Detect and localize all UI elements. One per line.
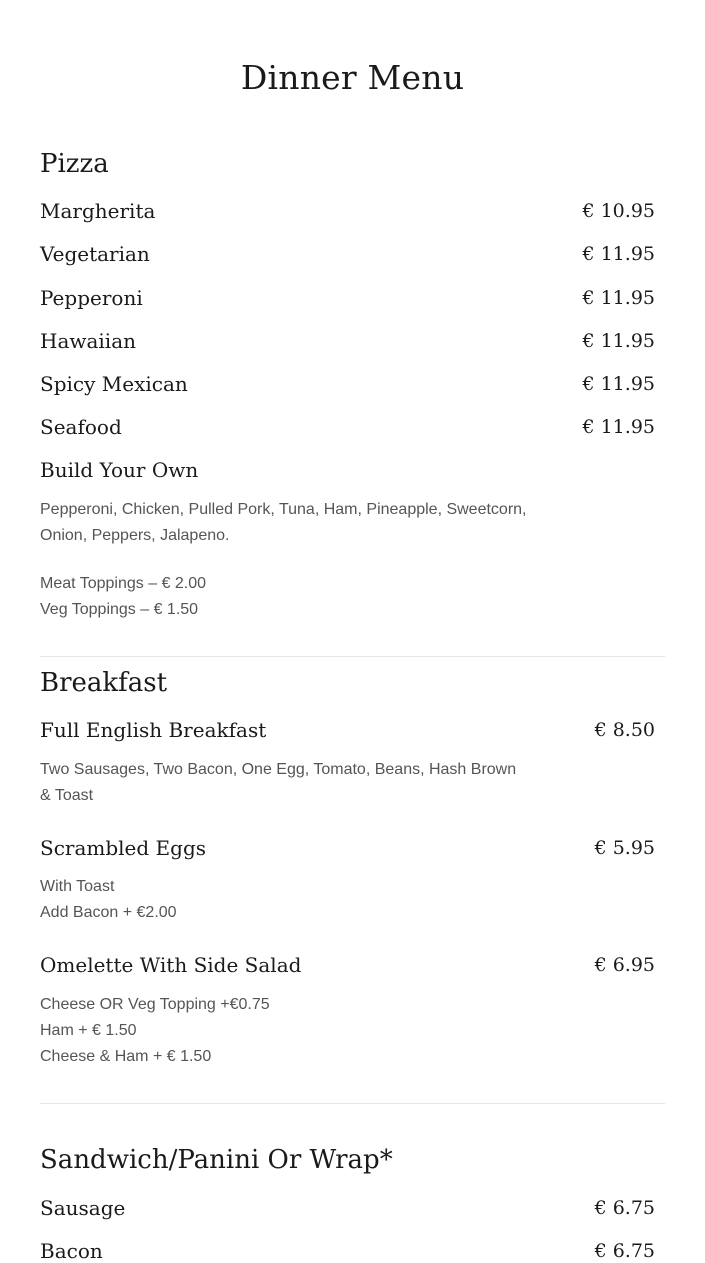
menu-item-description	[40, 874, 570, 926]
description-line: Add Bacon + €2.00	[40, 904, 177, 921]
section-divider	[40, 656, 665, 657]
toppings-prices	[40, 571, 570, 623]
menu-item-price: € 6.75	[594, 1197, 655, 1219]
section-title-breakfast: Breakfast	[40, 668, 168, 698]
description-line: Cheese OR Veg Topping +€0.75	[40, 996, 270, 1013]
menu-item-name: Full English Breakfast	[40, 718, 267, 742]
menu-item-name: Vegetarian	[40, 242, 150, 266]
section-title-pizza: Pizza	[40, 149, 109, 179]
menu-item-name: Sausage	[40, 1196, 126, 1220]
build-your-own-name: Build Your Own	[40, 458, 199, 482]
section-divider	[40, 1103, 665, 1104]
description-line: Two Sausages, Two Bacon, One Egg, Tomato, Beans, Hash Brown	[40, 761, 517, 778]
menu-item-name: Bacon	[40, 1239, 103, 1263]
menu-item-name: Hawaiian	[40, 329, 137, 353]
menu-item-description	[40, 757, 570, 809]
menu-item-description	[40, 992, 570, 1070]
menu-item-price: € 5.95	[594, 837, 655, 859]
toppings-line: Onion, Peppers, Jalapeno.	[40, 527, 230, 544]
veg-toppings-price: Veg Toppings – € 1.50	[40, 601, 199, 618]
menu-item-price: € 10.95	[582, 200, 655, 222]
toppings-line: Pepperoni, Chicken, Pulled Pork, Tuna, Ham, Pineapple, Sweetcorn,	[40, 501, 527, 518]
menu-item-name: Omelette With Side Salad	[40, 953, 302, 977]
menu-item-price: € 11.95	[582, 243, 655, 265]
menu-item-price: € 6.75	[594, 1240, 655, 1262]
page-title: Dinner Menu	[240, 58, 465, 98]
toppings-list	[40, 497, 570, 549]
description-line: Ham + € 1.50	[40, 1022, 137, 1039]
menu-item-price: € 8.50	[594, 719, 655, 741]
meat-toppings-price: Meat Toppings – € 2.00	[40, 575, 207, 592]
menu-item-name: Scrambled Eggs	[40, 836, 207, 860]
menu-item-price: € 6.95	[594, 954, 655, 976]
menu-item-price: € 11.95	[582, 330, 655, 352]
menu-item-name: Pepperoni	[40, 286, 143, 310]
description-line: Cheese & Ham + € 1.50	[40, 1048, 212, 1065]
menu-item-name: Margherita	[40, 199, 156, 223]
menu-item-name: Seafood	[40, 415, 122, 439]
section-title-sandwich: Sandwich/Panini Or Wrap*	[40, 1145, 393, 1175]
description-line: With Toast	[40, 878, 115, 895]
menu-item-price: € 11.95	[582, 373, 655, 395]
menu-item-price: € 11.95	[582, 287, 655, 309]
menu-item-name: Spicy Mexican	[40, 372, 188, 396]
description-line: & Toast	[40, 787, 94, 804]
menu-item-price: € 11.95	[582, 416, 655, 438]
